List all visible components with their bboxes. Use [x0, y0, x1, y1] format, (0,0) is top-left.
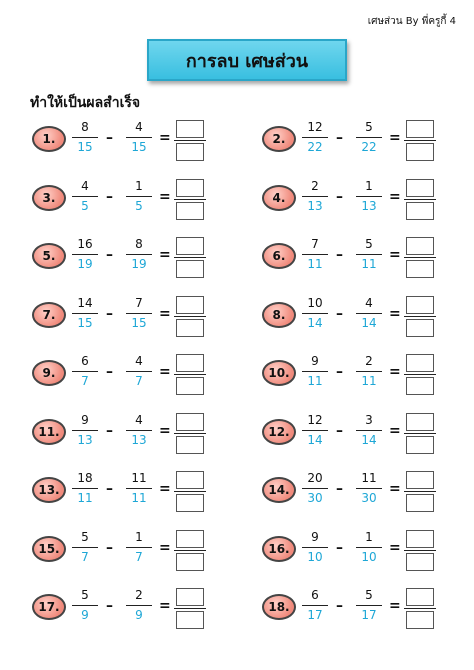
problem-item: [262, 413, 474, 459]
equals-sign: =: [159, 247, 171, 263]
answer-numerator-box[interactable]: [176, 471, 204, 489]
problem-item: [32, 471, 247, 517]
fraction-a: [302, 354, 328, 389]
answer-fraction: [406, 237, 434, 278]
fraction-bar: [126, 605, 152, 606]
denominator: 30: [307, 491, 323, 505]
answer-numerator-box[interactable]: [406, 296, 434, 314]
fraction-bar: [72, 488, 98, 489]
fraction-a: [72, 588, 98, 623]
answer-denominator-box[interactable]: [406, 611, 434, 629]
problem-item: [262, 120, 474, 166]
fraction-b: [126, 354, 152, 389]
problem-item: [262, 471, 474, 517]
numerator: 7: [135, 295, 143, 310]
numerator: 5: [365, 237, 373, 251]
fraction-bar: [356, 430, 382, 431]
numerator: 2: [365, 354, 373, 368]
numerator: 12: [307, 120, 323, 134]
denominator: 11: [307, 374, 323, 388]
numerator: 1: [365, 529, 373, 544]
minus-sign: –: [106, 481, 113, 497]
denominator: 13: [361, 198, 377, 213]
minus-sign: –: [106, 247, 113, 263]
fraction-bar: [174, 433, 206, 434]
numerator: 18: [77, 471, 93, 485]
fraction-b: [356, 471, 382, 506]
header-note: เศษส่วน By พี่ครูกี้ 4: [367, 16, 456, 27]
fraction-bar: [302, 371, 328, 372]
numerator: 2: [311, 178, 319, 193]
numerator: 4: [135, 120, 143, 134]
problem-number-badge: 13.: [32, 477, 66, 503]
numerator: 9: [81, 412, 89, 427]
answer-numerator-box[interactable]: [406, 588, 434, 606]
equals-sign: =: [389, 364, 401, 380]
answer-numerator-box[interactable]: [176, 237, 204, 255]
numerator: 11: [361, 471, 377, 485]
fraction-b: [356, 179, 382, 214]
fraction-bar: [356, 196, 382, 197]
numerator: 20: [307, 471, 323, 485]
denominator: 11: [361, 257, 377, 271]
numerator: 6: [311, 588, 319, 602]
answer-fraction: [406, 296, 434, 337]
fraction-bar: [72, 196, 98, 197]
numerator: 1: [365, 178, 373, 193]
denominator: 9: [81, 608, 89, 622]
instruction-text: ทำให้เป็นผลสำเร็จ: [30, 95, 141, 111]
fraction-bar: [72, 137, 98, 138]
fraction-bar: [126, 137, 152, 138]
denominator: 13: [131, 432, 147, 447]
fraction-bar: [126, 488, 152, 489]
fraction-a: [302, 120, 328, 155]
answer-numerator-box[interactable]: [176, 354, 204, 372]
problem-item: [262, 237, 474, 283]
answer-numerator-box[interactable]: [176, 179, 204, 197]
equals-sign: =: [389, 305, 401, 322]
answer-numerator-box[interactable]: [176, 530, 204, 548]
problem-number-badge: 1.: [32, 126, 66, 152]
equals-sign: =: [389, 130, 401, 146]
denominator: 15: [77, 140, 93, 154]
fraction-bar: [72, 605, 98, 606]
answer-fraction: [176, 296, 204, 337]
minus-sign: –: [106, 188, 113, 205]
numerator: 9: [311, 354, 319, 368]
equals-sign: =: [159, 598, 171, 614]
equals-sign: =: [159, 188, 171, 205]
denominator: 7: [135, 549, 143, 564]
denominator: 14: [307, 432, 323, 447]
answer-denominator-box[interactable]: [176, 553, 204, 571]
numerator: 11: [131, 471, 147, 485]
denominator: 13: [77, 432, 93, 447]
problem-item: [262, 588, 474, 634]
denominator: 14: [307, 315, 323, 330]
fraction-bar: [404, 140, 436, 141]
fraction-b: [126, 588, 152, 623]
fraction-a: [72, 413, 98, 448]
denominator: 15: [131, 315, 147, 330]
fraction-bar: [356, 547, 382, 548]
minus-sign: –: [336, 422, 343, 439]
fraction-a: [302, 237, 328, 272]
answer-numerator-box[interactable]: [176, 588, 204, 606]
equals-sign: =: [159, 539, 171, 556]
problem-number-badge: 7.: [32, 302, 66, 328]
problem-number-badge: 5.: [32, 243, 66, 269]
minus-sign: –: [336, 247, 343, 263]
problem-number-badge: 4.: [262, 185, 296, 211]
answer-denominator-box[interactable]: [406, 377, 434, 395]
problem-number-badge: 3.: [32, 185, 66, 211]
denominator: 14: [361, 432, 377, 447]
denominator: 13: [307, 198, 323, 213]
fraction-bar: [356, 488, 382, 489]
problem-number-badge: 6.: [262, 243, 296, 269]
fraction-bar: [302, 254, 328, 255]
numerator: 5: [365, 120, 373, 134]
numerator: 7: [311, 237, 319, 251]
problem-number-badge: 9.: [32, 360, 66, 386]
denominator: 10: [307, 549, 323, 564]
numerator: 9: [311, 529, 319, 544]
fraction-a: [302, 530, 328, 565]
answer-denominator-box[interactable]: [176, 436, 204, 454]
fraction-a: [302, 179, 328, 214]
answer-denominator-box[interactable]: [406, 202, 434, 220]
answer-fraction: [176, 471, 204, 512]
fraction-bar: [302, 488, 328, 489]
denominator: 19: [77, 257, 93, 271]
answer-denominator-box[interactable]: [176, 319, 204, 337]
equals-sign: =: [159, 305, 171, 322]
fraction-bar: [174, 491, 206, 492]
answer-fraction: [406, 588, 434, 629]
denominator: 11: [361, 374, 377, 388]
fraction-a: [72, 179, 98, 214]
answer-denominator-box[interactable]: [406, 260, 434, 278]
denominator: 15: [131, 140, 147, 154]
fraction-bar: [174, 608, 206, 609]
fraction-bar: [174, 257, 206, 258]
minus-sign: –: [106, 422, 113, 439]
fraction-bar: [302, 137, 328, 138]
fraction-b: [126, 237, 152, 272]
fraction-b: [356, 237, 382, 272]
answer-denominator-box[interactable]: [176, 611, 204, 629]
answer-fraction: [406, 179, 434, 220]
fraction-bar: [126, 254, 152, 255]
fraction-bar: [302, 605, 328, 606]
numerator: 4: [81, 178, 89, 193]
fraction-bar: [126, 371, 152, 372]
numerator: 5: [365, 588, 373, 602]
fraction-a: [72, 354, 98, 389]
fraction-bar: [72, 254, 98, 255]
fraction-b: [356, 354, 382, 389]
fraction-a: [302, 296, 328, 331]
fraction-bar: [404, 433, 436, 434]
answer-numerator-box[interactable]: [406, 413, 434, 431]
denominator: 17: [307, 608, 323, 622]
answer-denominator-box[interactable]: [176, 202, 204, 220]
answer-fraction: [176, 588, 204, 629]
denominator: 9: [135, 608, 143, 622]
fraction-bar: [72, 313, 98, 314]
numerator: 4: [135, 354, 143, 368]
denominator: 30: [361, 491, 377, 505]
answer-fraction: [176, 120, 204, 161]
fraction-bar: [302, 430, 328, 431]
equals-sign: =: [389, 539, 401, 556]
problem-number-badge: 2.: [262, 126, 296, 152]
problem-item: [32, 354, 247, 400]
minus-sign: –: [336, 305, 343, 322]
numerator: 4: [365, 295, 373, 310]
answer-numerator-box[interactable]: [176, 296, 204, 314]
fraction-b: [126, 413, 152, 448]
answer-numerator-box[interactable]: [406, 237, 434, 255]
minus-sign: –: [106, 539, 113, 556]
numerator: 10: [307, 295, 323, 310]
numerator: 2: [135, 588, 143, 602]
fraction-bar: [174, 316, 206, 317]
fraction-bar: [174, 374, 206, 375]
denominator: 11: [307, 257, 323, 271]
fraction-bar: [72, 430, 98, 431]
numerator: 1: [135, 178, 143, 193]
problem-number-badge: 12.: [262, 419, 296, 445]
fraction-bar: [302, 196, 328, 197]
minus-sign: –: [106, 130, 113, 146]
answer-numerator-box[interactable]: [406, 120, 434, 138]
denominator: 5: [81, 198, 89, 213]
denominator: 7: [81, 374, 89, 388]
problem-number-badge: 17.: [32, 594, 66, 620]
minus-sign: –: [336, 481, 343, 497]
fraction-b: [356, 588, 382, 623]
fraction-bar: [404, 374, 436, 375]
fraction-bar: [356, 371, 382, 372]
answer-denominator-box[interactable]: [176, 494, 204, 512]
fraction-b: [126, 120, 152, 155]
fraction-b: [356, 296, 382, 331]
problem-item: [262, 354, 474, 400]
fraction-a: [72, 237, 98, 272]
numerator: 12: [307, 412, 323, 427]
fraction-bar: [174, 550, 206, 551]
fraction-bar: [302, 313, 328, 314]
fraction-bar: [404, 257, 436, 258]
problem-number-badge: 10.: [262, 360, 296, 386]
fraction-a: [72, 120, 98, 155]
denominator: 11: [131, 491, 147, 505]
fraction-b: [356, 120, 382, 155]
minus-sign: –: [106, 364, 113, 380]
numerator: 14: [77, 295, 93, 310]
answer-denominator-box[interactable]: [176, 143, 204, 161]
problem-item: [32, 179, 247, 225]
fraction-bar: [126, 547, 152, 548]
answer-fraction: [406, 413, 434, 454]
numerator: 16: [77, 237, 93, 251]
denominator: 5: [135, 198, 143, 213]
fraction-bar: [356, 137, 382, 138]
problem-item: [32, 120, 247, 166]
fraction-bar: [126, 313, 152, 314]
denominator: 7: [81, 549, 89, 564]
numerator: 4: [135, 412, 143, 427]
minus-sign: –: [336, 364, 343, 380]
answer-fraction: [176, 179, 204, 220]
equals-sign: =: [389, 481, 401, 497]
fraction-bar: [356, 254, 382, 255]
fraction-a: [72, 471, 98, 506]
fraction-b: [356, 530, 382, 565]
denominator: 19: [131, 257, 147, 271]
equals-sign: =: [389, 247, 401, 263]
equals-sign: =: [389, 598, 401, 614]
fraction-a: [72, 530, 98, 565]
numerator: 3: [365, 412, 373, 427]
answer-denominator-box[interactable]: [176, 260, 204, 278]
minus-sign: –: [336, 539, 343, 556]
answer-fraction: [406, 530, 434, 571]
fraction-bar: [174, 199, 206, 200]
problem-number-badge: 8.: [262, 302, 296, 328]
answer-numerator-box[interactable]: [406, 179, 434, 197]
minus-sign: –: [336, 598, 343, 614]
fraction-bar: [404, 491, 436, 492]
problem-item: [32, 413, 247, 459]
denominator: 22: [361, 140, 377, 154]
problem-item: [262, 179, 474, 225]
fraction-a: [302, 588, 328, 623]
answer-fraction: [406, 120, 434, 161]
denominator: 14: [361, 315, 377, 330]
fraction-bar: [72, 371, 98, 372]
answer-denominator-box[interactable]: [406, 319, 434, 337]
fraction-bar: [126, 430, 152, 431]
answer-numerator-box[interactable]: [406, 471, 434, 489]
problem-number-badge: 15.: [32, 536, 66, 562]
worksheet-title: การลบ เศษส่วน: [147, 39, 347, 81]
denominator: 11: [77, 491, 93, 505]
answer-denominator-box[interactable]: [406, 553, 434, 571]
fraction-bar: [356, 605, 382, 606]
fraction-a: [302, 471, 328, 506]
minus-sign: –: [106, 598, 113, 614]
problem-item: [32, 530, 247, 576]
problem-item: [32, 237, 247, 283]
problem-item: [32, 296, 247, 342]
denominator: 15: [77, 315, 93, 330]
problem-item: [262, 530, 474, 576]
numerator: 5: [81, 529, 89, 544]
fraction-bar: [356, 313, 382, 314]
numerator: 8: [135, 237, 143, 251]
fraction-bar: [126, 196, 152, 197]
numerator: 6: [81, 354, 89, 368]
problem-item: [32, 588, 247, 634]
problem-number-badge: 11.: [32, 419, 66, 445]
fraction-b: [126, 471, 152, 506]
answer-fraction: [406, 354, 434, 395]
fraction-b: [126, 296, 152, 331]
answer-fraction: [406, 471, 434, 512]
answer-numerator-box[interactable]: [406, 354, 434, 372]
answer-denominator-box[interactable]: [176, 377, 204, 395]
fraction-b: [126, 179, 152, 214]
fraction-bar: [404, 608, 436, 609]
equals-sign: =: [389, 188, 401, 205]
minus-sign: –: [336, 188, 343, 205]
fraction-bar: [404, 316, 436, 317]
fraction-bar: [404, 199, 436, 200]
minus-sign: –: [336, 130, 343, 146]
problem-item: [262, 296, 474, 342]
fraction-a: [72, 296, 98, 331]
equals-sign: =: [159, 364, 171, 380]
denominator: 7: [135, 374, 143, 388]
fraction-b: [126, 530, 152, 565]
equals-sign: =: [159, 130, 171, 146]
fraction-bar: [174, 140, 206, 141]
problem-number-badge: 14.: [262, 477, 296, 503]
equals-sign: =: [159, 481, 171, 497]
answer-denominator-box[interactable]: [406, 143, 434, 161]
numerator: 1: [135, 529, 143, 544]
answer-numerator-box[interactable]: [406, 530, 434, 548]
denominator: 17: [361, 608, 377, 622]
fraction-b: [356, 413, 382, 448]
answer-fraction: [176, 413, 204, 454]
numerator: 8: [81, 120, 89, 134]
problem-number-badge: 16.: [262, 536, 296, 562]
equals-sign: =: [159, 422, 171, 439]
fraction-bar: [72, 547, 98, 548]
problem-number-badge: 18.: [262, 594, 296, 620]
answer-fraction: [176, 354, 204, 395]
answer-denominator-box[interactable]: [406, 494, 434, 512]
fraction-bar: [302, 547, 328, 548]
answer-numerator-box[interactable]: [176, 120, 204, 138]
answer-fraction: [176, 237, 204, 278]
equals-sign: =: [389, 422, 401, 439]
numerator: 5: [81, 588, 89, 602]
fraction-bar: [404, 550, 436, 551]
answer-numerator-box[interactable]: [176, 413, 204, 431]
minus-sign: –: [106, 305, 113, 322]
denominator: 22: [307, 140, 323, 154]
answer-fraction: [176, 530, 204, 571]
fraction-a: [302, 413, 328, 448]
denominator: 10: [361, 549, 377, 564]
answer-denominator-box[interactable]: [406, 436, 434, 454]
